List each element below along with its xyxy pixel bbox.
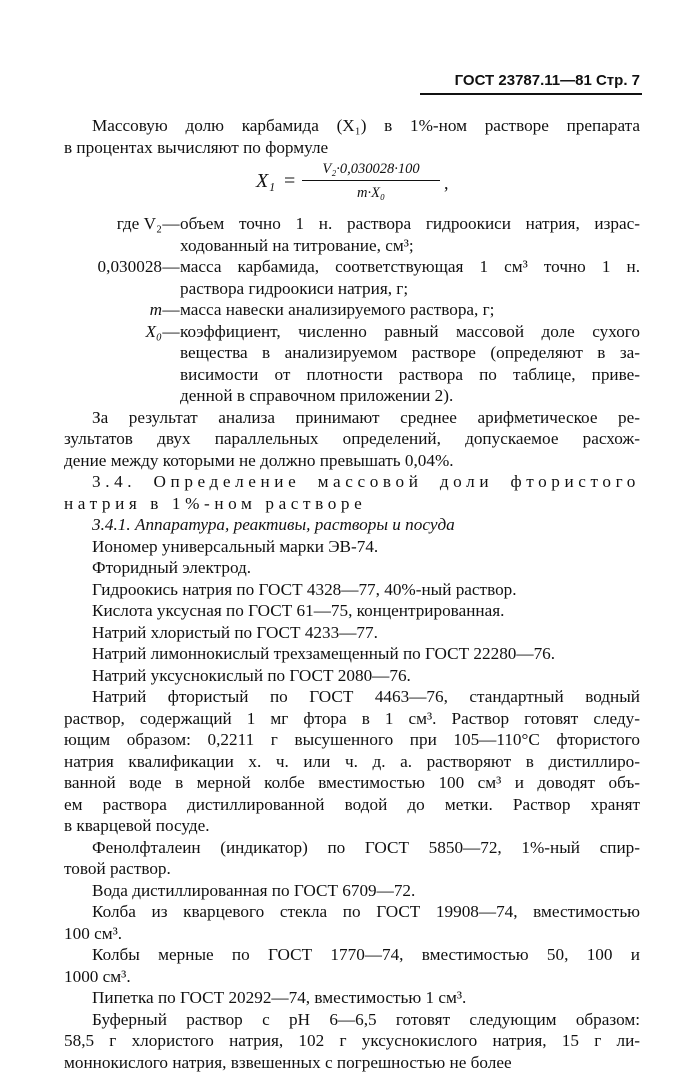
list-item bbox=[64, 686, 640, 837]
definition-text bbox=[180, 213, 640, 256]
definition-text bbox=[180, 299, 640, 321]
formula bbox=[64, 159, 640, 211]
definition-line: ходованный на титрование, см³; bbox=[180, 235, 640, 257]
item-line: ванной воде в мерной колбе вместимостью 100 см³ и доводят объ- bbox=[64, 772, 640, 794]
section-heading bbox=[64, 471, 640, 514]
list-item bbox=[64, 536, 640, 558]
intro-line: в процентах вычисляют по формуле bbox=[64, 137, 640, 159]
item-line: 100 см³. bbox=[64, 923, 640, 945]
definition-symbol: X₀ bbox=[64, 321, 162, 407]
list-item bbox=[64, 643, 640, 665]
item-line: Гидроокись натрия по ГОСТ 4328—77, 40%-ный раствор. bbox=[64, 579, 640, 601]
items-list bbox=[64, 536, 640, 1073]
section-line: натрия в 1%-ном растворе bbox=[64, 493, 640, 515]
item-line: Натрий фтористый по ГОСТ 4463—76, стандартный водный bbox=[64, 686, 640, 708]
item-line: раствор, содержащий 1 мг фтора в 1 см³. Раствор готовят следу- bbox=[64, 708, 640, 730]
item-line: Колбы мерные по ГОСТ 1770—74, вместимостью 50, 100 и bbox=[64, 944, 640, 966]
list-item bbox=[64, 600, 640, 622]
list-item bbox=[64, 665, 640, 687]
item-line: 1000 см³. bbox=[64, 966, 640, 988]
formula-fraction bbox=[302, 159, 440, 203]
definition-dash: — bbox=[162, 256, 180, 299]
list-item bbox=[64, 622, 640, 644]
definition-text bbox=[180, 321, 640, 407]
definitions-list bbox=[64, 213, 640, 407]
formula-numerator: V₂·0,030028·100 bbox=[302, 159, 440, 179]
definition-dash: — bbox=[162, 299, 180, 321]
definition-symbol: 0,030028 bbox=[64, 256, 162, 299]
definition-symbol: m bbox=[64, 299, 162, 321]
item-line: товой раствор. bbox=[64, 858, 640, 880]
item-line: Вода дистиллированная по ГОСТ 6709—72. bbox=[64, 880, 640, 902]
item-line: Натрий лимоннокислый трехзамещенный по ГОСТ 22280—76. bbox=[64, 643, 640, 665]
item-line: Пипетка по ГОСТ 20292—74, вместимостью 1 см³. bbox=[64, 987, 640, 1009]
item-line: Фенолфталеин (индикатор) по ГОСТ 5850—72, 1%-ный спир- bbox=[64, 837, 640, 859]
item-line: Иономер универсальный марки ЭВ-74. bbox=[64, 536, 640, 558]
definition-line: масса навески анализируемого раствора, г; bbox=[180, 299, 640, 321]
definition-dash: — bbox=[162, 321, 180, 407]
subsection-heading: 3.4.1. Аппаратура, реактивы, растворы и посуда bbox=[64, 514, 640, 536]
list-item bbox=[64, 1009, 640, 1073]
list-item bbox=[64, 944, 640, 987]
item-line: ющим образом: 0,2211 г высушенного при 105—110°С фтористого bbox=[64, 729, 640, 751]
formula-comma: , bbox=[444, 173, 449, 195]
intro-paragraph bbox=[64, 115, 640, 158]
list-item bbox=[64, 901, 640, 944]
item-line: Буферный раствор с рН 6—6,5 готовят следующим образом: bbox=[64, 1009, 640, 1031]
definition-text bbox=[180, 256, 640, 299]
definition-line: денной в справочном приложении 2). bbox=[180, 385, 640, 407]
definition-dash: — bbox=[162, 213, 180, 256]
result-paragraph bbox=[64, 407, 640, 472]
page-header: ГОСТ 23787.11—81 Стр. 7 bbox=[440, 70, 640, 92]
definition-line: висимости от плотности раствора по таблице, приве- bbox=[180, 364, 640, 386]
item-line: моннокислого натрия, взвешенных с погрешностью не более bbox=[64, 1052, 640, 1073]
list-item bbox=[64, 579, 640, 601]
definition-line: масса карбамида, соответствующая 1 см³ точно 1 н. bbox=[180, 256, 640, 278]
result-line: зультатов двух параллельных определений, допускаемое расхож- bbox=[64, 428, 640, 450]
formula-lhs: X₁ bbox=[256, 171, 275, 193]
definition-line: вещества в анализируемом растворе (определяют в за- bbox=[180, 342, 640, 364]
intro-line: Массовую долю карбамида (X₁) в 1%-ном растворе препарата bbox=[64, 115, 640, 137]
list-item bbox=[64, 557, 640, 579]
item-line: Фторидный электрод. bbox=[64, 557, 640, 579]
item-line: натрия квалификации х. ч. или ч. д. а. растворяют в дистиллиро- bbox=[64, 751, 640, 773]
formula-denominator: m·X₀ bbox=[302, 183, 440, 203]
item-line: ем раствора дистиллированной водой до метки. Раствор хранят bbox=[64, 794, 640, 816]
item-line: Натрий хлористый по ГОСТ 4233—77. bbox=[64, 622, 640, 644]
section-line: 3.4. Определение массовой доли фтористого bbox=[64, 471, 640, 493]
item-line: в кварцевой посуде. bbox=[64, 815, 640, 837]
list-item bbox=[64, 987, 640, 1009]
item-line: Кислота уксусная по ГОСТ 61—75, концентрированная. bbox=[64, 600, 640, 622]
result-line: дение между которыми не должно превышать 0,04%. bbox=[64, 450, 640, 472]
item-line: 58,5 г хлористого натрия, 102 г уксуснокислого натрия, 15 г ли- bbox=[64, 1030, 640, 1052]
item-line: Натрий уксуснокислый по ГОСТ 2080—76. bbox=[64, 665, 640, 687]
header-rule bbox=[420, 93, 642, 95]
result-line: За результат анализа принимают среднее арифметическое ре- bbox=[64, 407, 640, 429]
definition-line: объем точно 1 н. раствора гидроокиси натрия, израс- bbox=[180, 213, 640, 235]
definition-line: коэффициент, численно равный массовой доле сухого bbox=[180, 321, 640, 343]
item-line: Колба из кварцевого стекла по ГОСТ 19908—74, вместимостью bbox=[64, 901, 640, 923]
definition-symbol: где V₂ bbox=[64, 213, 162, 256]
formula-equals: = bbox=[284, 171, 295, 193]
fraction-bar bbox=[302, 180, 440, 181]
page-content bbox=[64, 115, 640, 1073]
definition-line: раствора гидроокиси натрия, г; bbox=[180, 278, 640, 300]
list-item bbox=[64, 880, 640, 902]
list-item bbox=[64, 837, 640, 880]
